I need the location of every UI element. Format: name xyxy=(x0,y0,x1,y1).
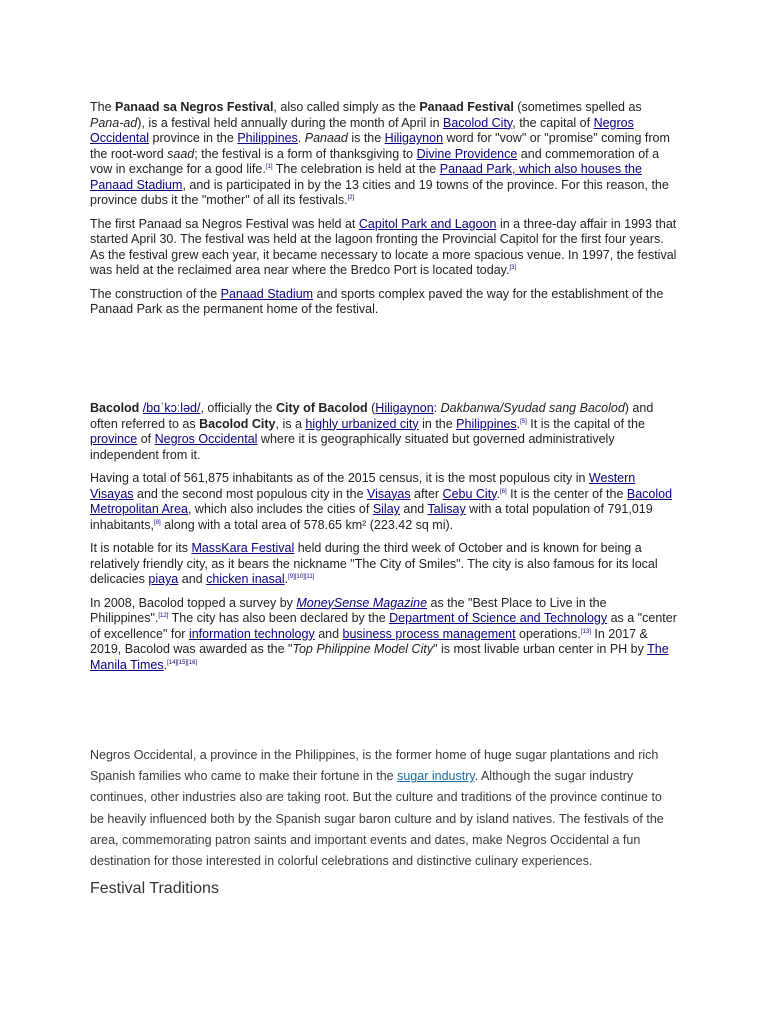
text: and xyxy=(314,626,343,641)
link-pronunciation[interactable]: /bɑˈkɔːləd/ xyxy=(142,401,201,415)
link-philippines[interactable]: Philippines xyxy=(456,416,517,431)
panaad-paragraph-2 xyxy=(90,217,678,279)
text: ), is a festival held annually during the month of April in xyxy=(137,115,443,130)
text: word for "vow" or "promise" coming from the root-word xyxy=(90,131,670,161)
section-heading: Festival Traditions xyxy=(90,880,219,898)
link-capitol-park[interactable]: Capitol Park and Lagoon xyxy=(358,216,497,231)
text: In 2008, Bacolod topped a survey by xyxy=(90,595,297,610)
text: , and is participated in by the 13 cities and 19 towns of the province. For this reason, the province dubs it the "mother" of all its festivals. xyxy=(90,177,669,207)
text: . xyxy=(496,486,500,501)
link-bacolod-city[interactable]: Bacolod City xyxy=(443,115,513,130)
link-negros-occidental[interactable]: Negros Occidental xyxy=(154,432,258,446)
link-piaya[interactable]: piaya xyxy=(148,572,179,586)
bacolod-paragraph-4 xyxy=(90,596,678,674)
text: ( xyxy=(367,401,376,415)
link-sugar-industry[interactable]: sugar industry xyxy=(397,769,475,784)
text: It is the capital of the xyxy=(526,416,645,431)
link-dost[interactable]: Department of Science and Technology xyxy=(389,611,608,625)
link-masskara-festival[interactable]: MassKara Festival xyxy=(191,541,295,555)
text: The first Panaad sa Negros Festival was held at xyxy=(90,216,359,231)
panaad-section xyxy=(90,100,678,326)
citation-link[interactable]: [8] xyxy=(153,519,161,526)
link-province[interactable]: province xyxy=(90,432,138,446)
bold-term: Panaad Festival xyxy=(419,100,514,114)
link-divine-providence[interactable]: Divine Providence xyxy=(416,146,518,161)
link-chicken-inasal[interactable]: chicken inasal xyxy=(206,572,285,586)
text: operations. xyxy=(515,626,581,641)
text: , is a xyxy=(275,416,306,431)
text: In 2017 & 2019, Bacolod was awarded as the " xyxy=(90,626,648,656)
text: . xyxy=(297,131,305,145)
bacolod-paragraph-3 xyxy=(90,541,678,588)
text: ; the festival is a form of thanksgiving to xyxy=(194,146,417,161)
bacolod-paragraph-1 xyxy=(90,401,678,463)
citation-link[interactable]: [6] xyxy=(500,488,507,495)
bacolod-section xyxy=(90,401,678,681)
text: " is most livable urban center in PH by xyxy=(433,642,648,656)
text: as the "Best Place to Live in the Philippines". xyxy=(90,595,607,625)
link-bpm[interactable]: business process management xyxy=(342,626,516,641)
text: The city has also been declared by the xyxy=(168,611,390,625)
citation-link[interactable]: [5] xyxy=(520,418,527,425)
citation-link[interactable]: [1] xyxy=(265,163,273,170)
text: along with a total area of 578.65 km² (223.42 sq mi). xyxy=(160,517,454,532)
citation-link[interactable]: [13] xyxy=(580,628,591,635)
panaad-paragraph-3 xyxy=(90,287,678,318)
text: The xyxy=(90,100,116,114)
link-hiligaynon[interactable]: Hiligaynon xyxy=(375,401,434,415)
text: and xyxy=(399,502,428,516)
negros-paragraph xyxy=(90,745,678,872)
negros-section xyxy=(90,745,678,898)
text: . Although the sugar industry continues, other industries also are taking root. But the culture and traditions of the province continue to be heavily influenced both by the Spanish sugar baron culture and by island natives. The festivals of the area, commemorating patron saints and important events and dates, make Negros Occidental a fun destination for those interested in colorful celebrations and distinctive culinary experiences. xyxy=(90,769,664,869)
link-moneysense-magazine[interactable]: MoneySense Magazine xyxy=(296,595,428,610)
link-western-visayas[interactable]: Western Visayas xyxy=(90,471,636,501)
italic-term: Pana-ad xyxy=(90,115,138,130)
text: It is the center of the xyxy=(506,486,627,501)
link-talisay[interactable]: Talisay xyxy=(427,502,466,516)
text: . xyxy=(516,416,521,431)
text: . xyxy=(163,657,168,672)
text: and commemoration of a vow in exchange for a good life. xyxy=(90,146,660,176)
bold-term: City of Bacolod xyxy=(275,401,368,415)
italic-term: Top Philippine Model City xyxy=(292,642,434,656)
text: , also called simply as the xyxy=(273,100,420,114)
text: where it is geographically situated but governed administratively independent from it. xyxy=(90,432,615,462)
text: and xyxy=(178,572,207,586)
bold-term: Bacolod xyxy=(90,401,140,415)
text: . xyxy=(284,572,289,586)
link-hiligaynon[interactable]: Hiligaynon xyxy=(384,131,444,145)
text: and the second most populous city in the xyxy=(133,486,368,501)
text: as a "center of excellence" for xyxy=(90,611,677,641)
text: ) and often referred to as xyxy=(90,401,654,431)
link-information-technology[interactable]: information technology xyxy=(188,626,315,641)
text: : xyxy=(433,401,441,415)
link-manila-times[interactable]: The Manila Times xyxy=(90,642,669,672)
text: , officially the xyxy=(200,401,276,415)
link-visayas[interactable]: Visayas xyxy=(367,486,411,501)
bold-term: Bacolod City xyxy=(199,416,276,431)
link-silay[interactable]: Silay xyxy=(372,502,400,516)
link-panaad-stadium[interactable]: Panaad Stadium xyxy=(220,286,314,301)
text: is the xyxy=(347,131,385,145)
text: The construction of the xyxy=(90,286,221,301)
text: Negros Occidental, a province in the Philippines, is the former home of huge sugar plantations and rich Spanish families who came to make their fortune in the xyxy=(90,748,659,784)
italic-term: Panaad xyxy=(304,131,348,145)
text: , the capital of xyxy=(512,115,594,130)
citation-link[interactable]: [2] xyxy=(347,194,355,201)
citation-link[interactable]: [3] xyxy=(509,264,517,271)
text: , which also includes the cities of xyxy=(187,502,373,516)
link-cebu-city[interactable]: Cebu City xyxy=(442,486,497,501)
text: in a three-day affair in 1993 that started April 30. The festival was held at the lagoon fronting the Provincial Capitol for the first four years. As the festival grew each year, it became necessary to locate a more spacious venue. In 1997, the festival was held at the reclaimed area near where the Bredco Port is located today. xyxy=(90,216,677,277)
link-negros-occidental[interactable]: Negros Occidental xyxy=(90,115,634,145)
text: province in the xyxy=(149,131,238,145)
text: (sometimes spelled as xyxy=(513,100,642,114)
link-philippines[interactable]: Philippines xyxy=(237,131,298,145)
link-highly-urbanized-city[interactable]: highly urbanized city xyxy=(305,416,419,431)
citation-link[interactable]: [14][15][16] xyxy=(167,659,198,666)
citation-link[interactable]: [12] xyxy=(158,612,169,619)
italic-term: saad xyxy=(167,146,195,161)
text: of xyxy=(137,432,155,446)
citation-link[interactable]: [9][10][11] xyxy=(288,573,315,580)
text: after xyxy=(410,486,443,501)
text: It is notable for its xyxy=(90,541,192,555)
text: held during the third week of October and is known for being a relatively friendly city, as it bears the nickname "The City of Smiles". The city is also famous for its local delicacies xyxy=(90,541,658,586)
text: in the xyxy=(418,416,457,431)
link-bacolod-metropolitan-area[interactable]: Bacolod Metropolitan Area xyxy=(90,486,673,516)
italic-term: Dakbanwa/Syudad sang Bacolod xyxy=(440,401,625,415)
text: Having a total of 561,875 inhabitants as of the 2015 census, it is the most populous city in xyxy=(90,471,589,485)
text: with a total population of 791,019 inhabitants, xyxy=(90,502,653,532)
text: The celebration is held at the xyxy=(272,162,440,176)
bold-term: Panaad sa Negros Festival xyxy=(115,100,274,114)
bacolod-paragraph-2 xyxy=(90,471,678,533)
link-panaad-park[interactable]: Panaad Park, which also houses the Panaad Stadium xyxy=(90,162,642,192)
text: and sports complex paved the way for the establishment of the Panaad Park as the permanent home of the festival. xyxy=(90,286,664,316)
panaad-paragraph-1 xyxy=(90,100,678,209)
